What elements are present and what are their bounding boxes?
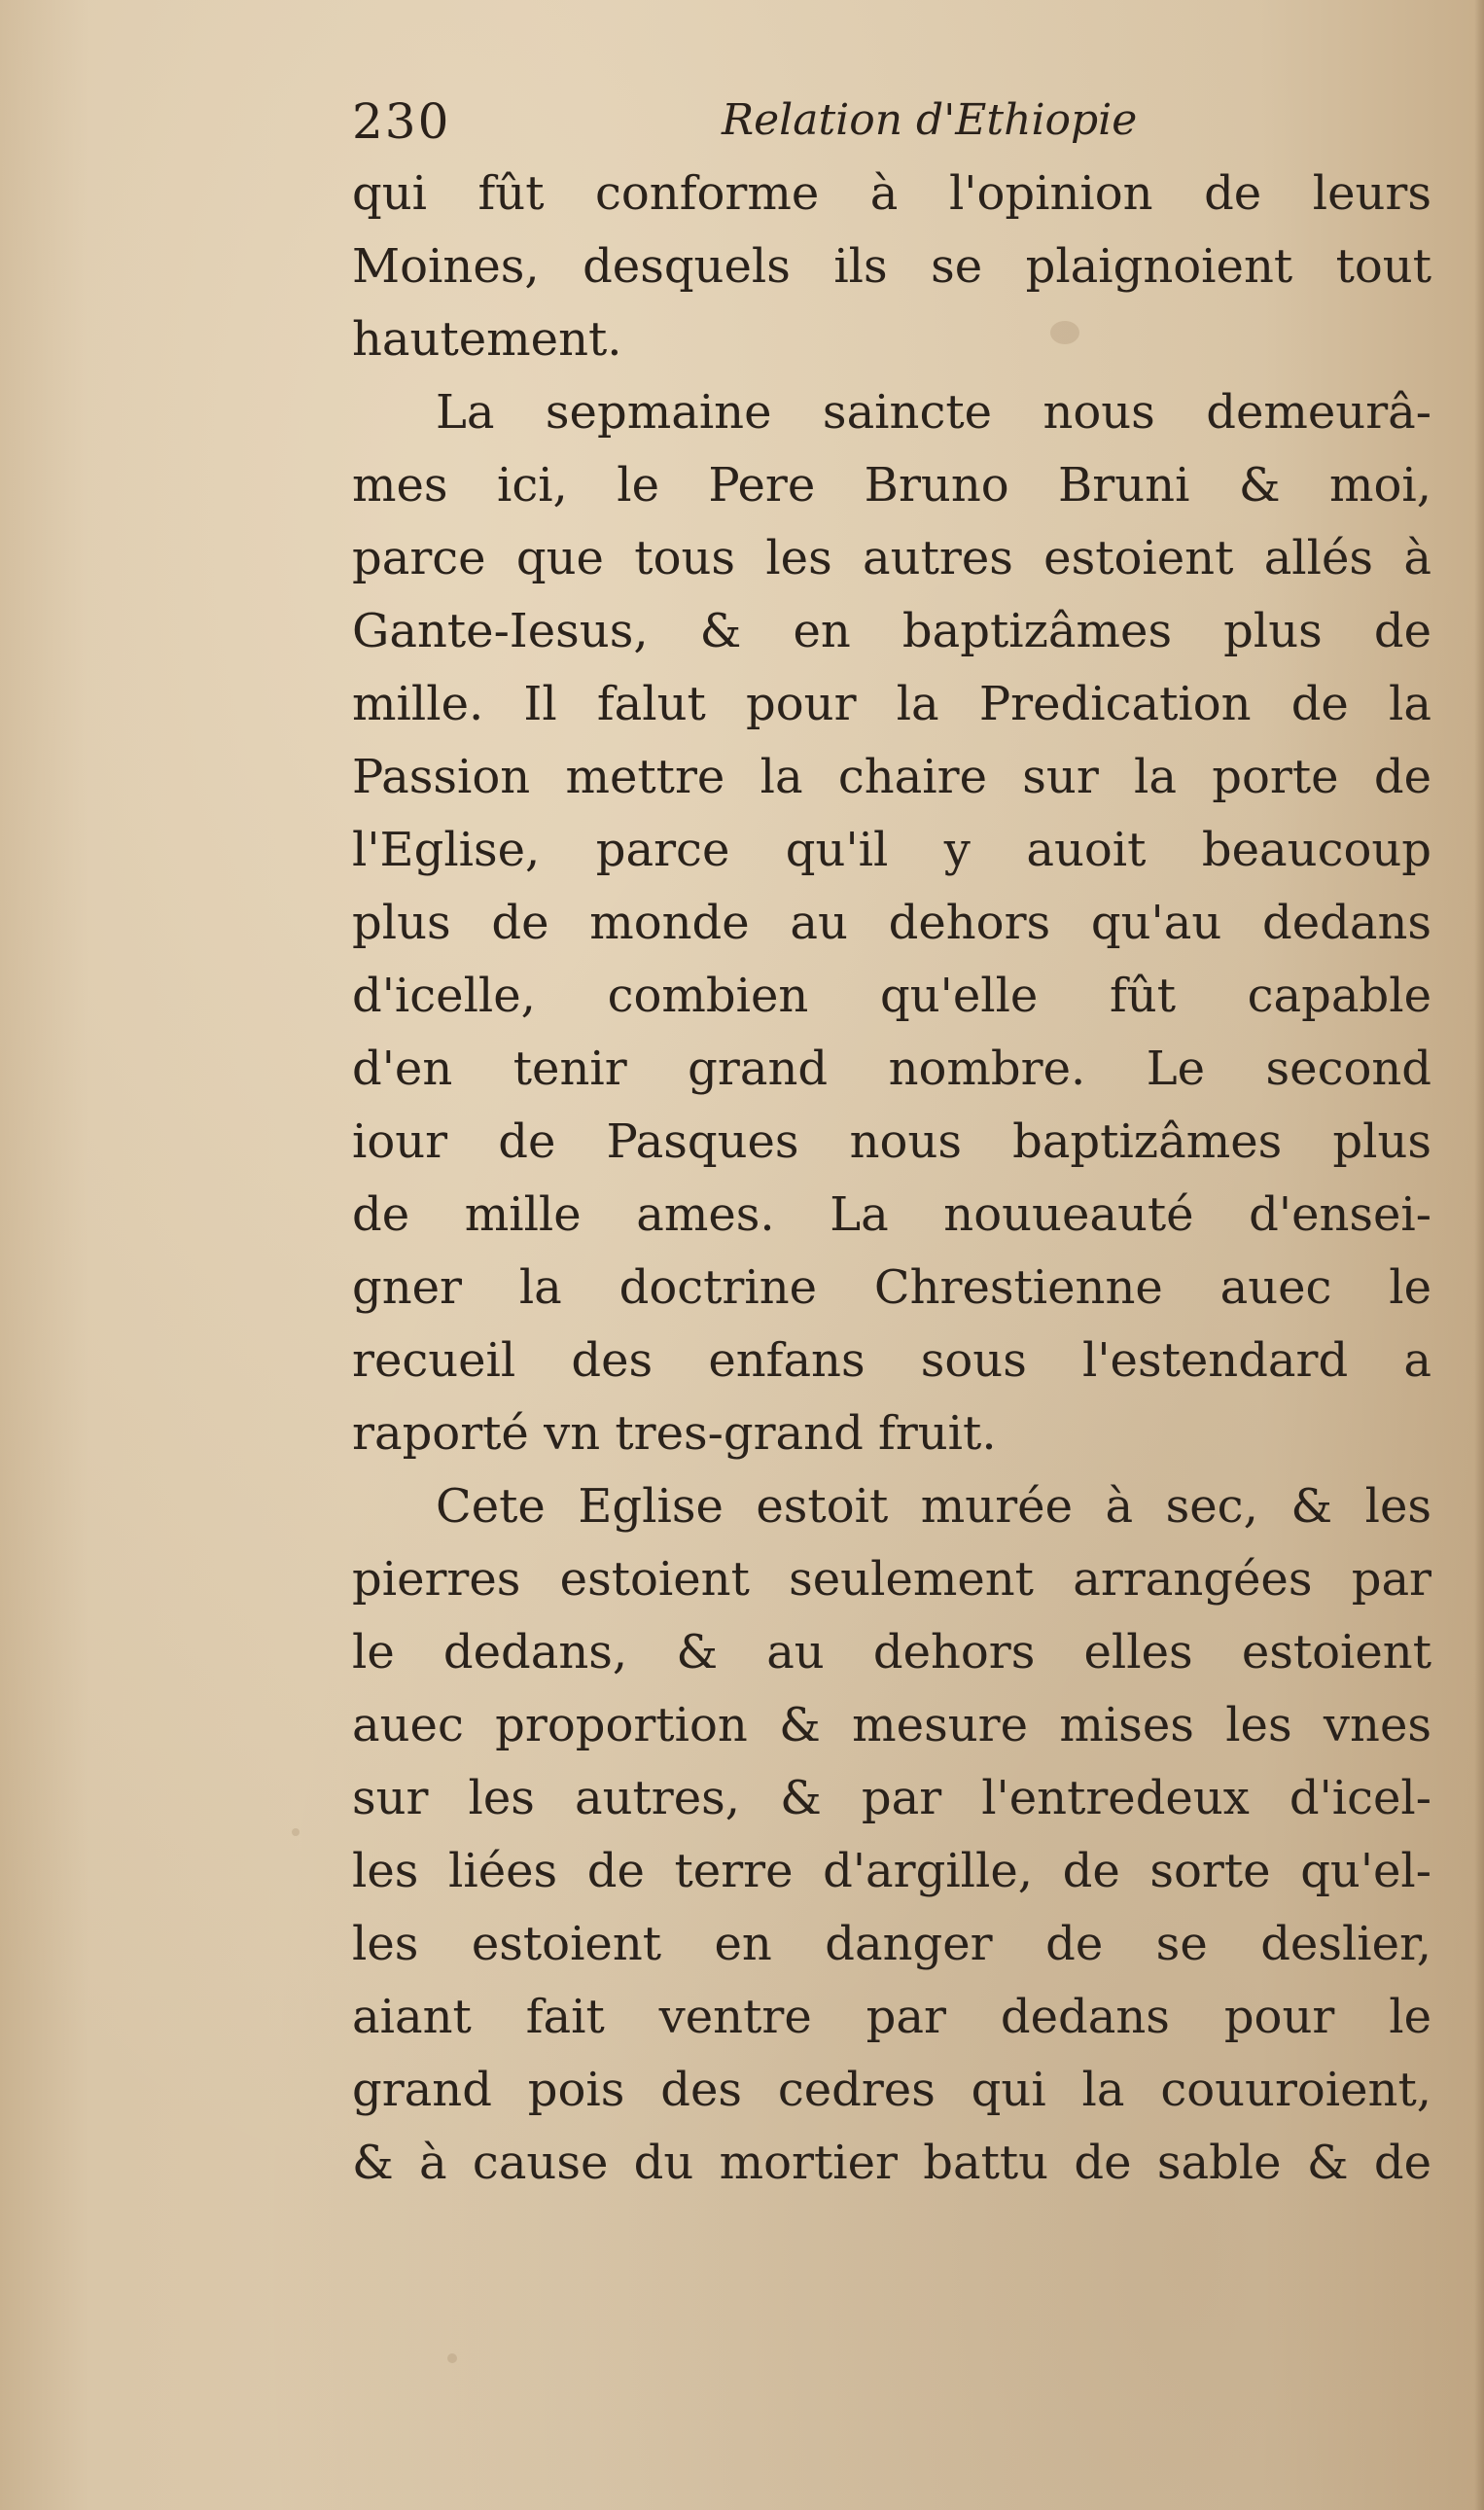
- text-line: mille. Il falut pour la Predication de la: [352, 677, 1431, 731]
- text-line: plus de monde au dehors qu'au dedans: [352, 896, 1431, 950]
- paper-stain: [292, 1828, 300, 1836]
- text-line: raporté vn tres-grand fruit.: [352, 1406, 997, 1461]
- text-line: & à cause du mortier battu de sable & de: [352, 2136, 1431, 2190]
- text-line: gner la doctrine Chrestienne auec le: [352, 1260, 1431, 1315]
- text-line: aiant fait ventre par dedans pour le: [352, 1990, 1431, 2044]
- running-title: Relation d'Ethiopie: [722, 95, 1138, 145]
- text-line: les liées de terre d'argille, de sorte qu'el-: [352, 1844, 1431, 1898]
- text-line: qui fût conforme à l'opinion de leurs: [352, 166, 1431, 221]
- text-line: sur les autres, & par l'entredeux d'icel-: [352, 1771, 1431, 1825]
- text-line: parce que tous les autres estoient allés à: [352, 531, 1431, 585]
- page-number: 230: [352, 93, 451, 150]
- paper-stain: [447, 2353, 457, 2363]
- body-text: [352, 158, 1431, 2200]
- page-edge-shadow: [1474, 0, 1484, 2510]
- text-line: Gante-Iesus, & en baptizâmes plus de: [352, 604, 1431, 658]
- text-line: d'icelle, combien qu'elle fût capable: [352, 969, 1431, 1023]
- text-line: de mille ames. La nouueauté d'ensei-: [352, 1187, 1431, 1242]
- text-line: Moines, desquels ils se plaignoient tout: [352, 239, 1431, 294]
- text-line: hautement.: [352, 312, 622, 367]
- text-line: d'en tenir grand nombre. Le second: [352, 1042, 1431, 1096]
- text-line: recueil des enfans sous l'estendard a: [352, 1333, 1431, 1388]
- text-line: iour de Pasques nous baptizâmes plus: [352, 1114, 1431, 1169]
- text-line: l'Eglise, parce qu'il y auoit beaucoup: [352, 823, 1431, 877]
- text-line: les estoient en danger de se deslier,: [352, 1917, 1431, 1971]
- text-line: Passion mettre la chaire sur la porte de: [352, 750, 1431, 804]
- text-line: pierres estoient seulement arrangées par: [352, 1552, 1431, 1607]
- paragraph-first-line: Cete Eglise estoit murée à sec, & les: [436, 1479, 1431, 1534]
- text-line: le dedans, & au dehors elles estoient: [352, 1625, 1431, 1679]
- page-header: [352, 93, 1431, 161]
- paragraph-first-line: La sepmaine saincte nous demeurâ-: [436, 385, 1431, 440]
- text-line: grand pois des cedres qui la couuroient,: [352, 2063, 1431, 2117]
- text-line: auec proportion & mesure mises les vnes: [352, 1698, 1431, 1752]
- text-line: mes ici, le Pere Bruno Bruni & moi,: [352, 458, 1431, 513]
